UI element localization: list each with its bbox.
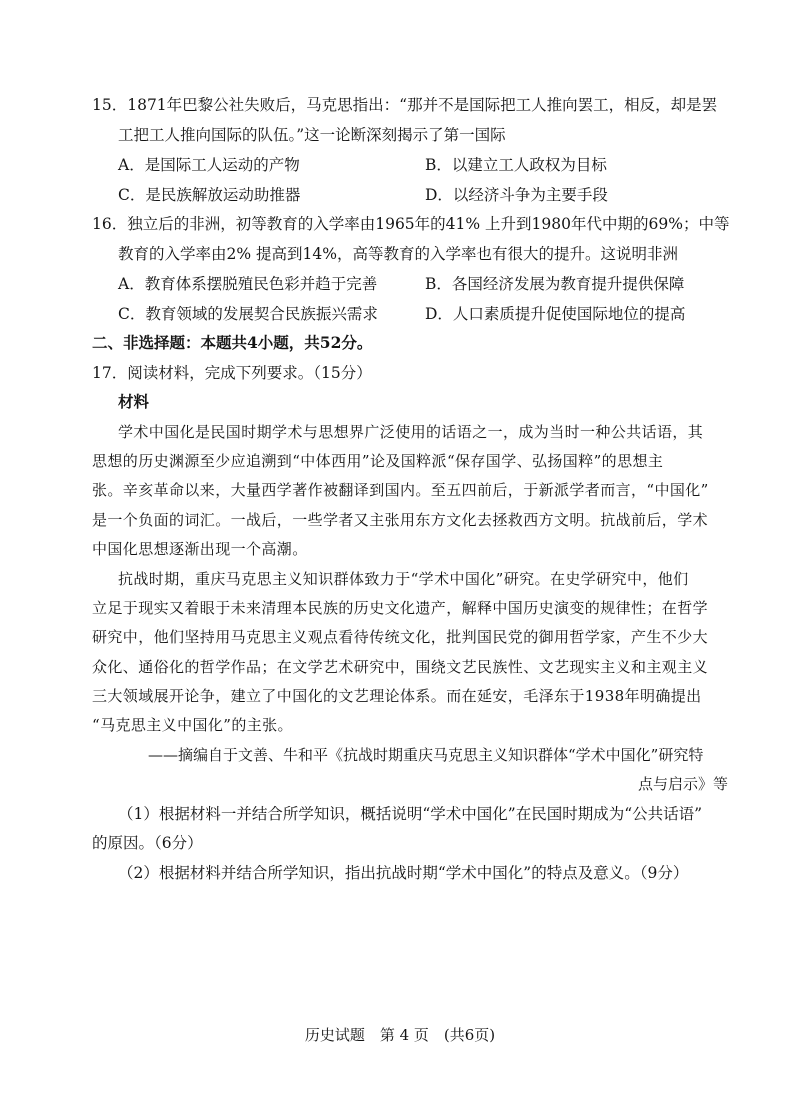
page-footer: 历史试题 第 4 页 (共6页) bbox=[304, 1026, 496, 1044]
q16-option-d: D．人口素质提升促使国际地位的提高 bbox=[425, 305, 686, 323]
material-para2-line3: 研究中，他们坚持用马克思主义观点看待传统文化，批判国民党的御用哲学家，产生不少大 bbox=[92, 628, 709, 646]
source-citation-line1: ——摘编自于文善、牛和平《抗战时期重庆马克思主义知识群体“学术中国化”研究特 bbox=[148, 746, 704, 764]
q15-option-c: C．是民族解放运动助推器 bbox=[118, 186, 301, 204]
q16-stem-line2: 教育的入学率由2% 提高到14%，高等教育的入学率也有很大的提升。这说明非洲 bbox=[118, 245, 678, 263]
material-para1-line3: 张。辛亥革命以来，大量西学著作被翻译到国内。至五四前后，于新派学者而言，“中国化” bbox=[92, 481, 709, 499]
q15-option-d: D．以经济斗争为主要手段 bbox=[425, 186, 608, 204]
sub-question-1-line2: 的原因。（6分） bbox=[92, 834, 203, 852]
q16-stem-line1: 16．独立后的非洲，初等教育的入学率由1965年的41% 上升到1980年代中期的69%；中等 bbox=[92, 215, 730, 233]
q15-stem-line2: 工把工人推向国际的队伍。”这一论断深刻揭示了第一国际 bbox=[118, 126, 506, 144]
q17-stem: 17．阅读材料，完成下列要求。（15分） bbox=[92, 364, 372, 382]
section-heading: 二、非选择题：本题共4小题，共52分。 bbox=[92, 333, 373, 352]
material-para1-line2: 思想的历史渊源至少应追溯到“中体西用”论及国粹派“保存国学、弘扬国粹”的思想主 bbox=[92, 452, 664, 470]
q16-option-a: A．教育体系摆脱殖民色彩并趋于完善 bbox=[118, 275, 378, 293]
source-citation-line2: 点与启示》等 bbox=[637, 775, 728, 793]
q16-option-c: C．教育领域的发展契合民族振兴需求 bbox=[118, 305, 378, 323]
material-para2-line2: 立足于现实又着眼于未来清理本民族的历史文化遗产，解释中国历史演变的规律性；在哲学 bbox=[92, 599, 709, 617]
material-para1-line4: 是一个负面的词汇。一战后，一些学者又主张用东方文化去拯救西方文明。抗战前后，学术 bbox=[92, 511, 709, 529]
q15-option-b: B．以建立工人政权为目标 bbox=[425, 156, 607, 174]
material-para2-line5: 三大领域展开论争，建立了中国化的文艺理论体系。而在延安，毛泽东于1938年明确提出 bbox=[92, 687, 702, 705]
material-label: 材料 bbox=[118, 392, 150, 411]
sub-question-2: （2）根据材料并结合所学知识，指出抗战时期“学术中国化”的特点及意义。（9分） bbox=[118, 864, 689, 882]
q15-stem-line1: 15．1871年巴黎公社失败后，马克思指出：“那并不是国际把工人推向罢工，相反，却是罢 bbox=[92, 96, 718, 114]
material-para2-line1: 抗战时期，重庆马克思主义知识群体致力于“学术中国化”研究。在史学研究中，他们 bbox=[118, 570, 689, 588]
material-para1-line5: 中国化思想逐渐出现一个高潮。 bbox=[92, 540, 308, 558]
q15-option-a: A．是国际工人运动的产物 bbox=[118, 156, 300, 174]
material-para2-line6: “马克思主义中国化”的主张。 bbox=[92, 716, 293, 734]
material-para1-line1: 学术中国化是民国时期学术与思想界广泛使用的话语之一，成为当时一种公共话语，其 bbox=[118, 423, 704, 441]
q16-option-b: B．各国经济发展为教育提升提供保障 bbox=[425, 275, 685, 293]
sub-question-1-line1: （1）根据材料一并结合所学知识，概括说明“学术中国化”在民国时期成为“公共话语” bbox=[118, 805, 703, 823]
material-para2-line4: 众化、通俗化的哲学作品；在文学艺术研究中，围绕文艺民族性、文艺现实主义和主观主义 bbox=[92, 658, 709, 676]
